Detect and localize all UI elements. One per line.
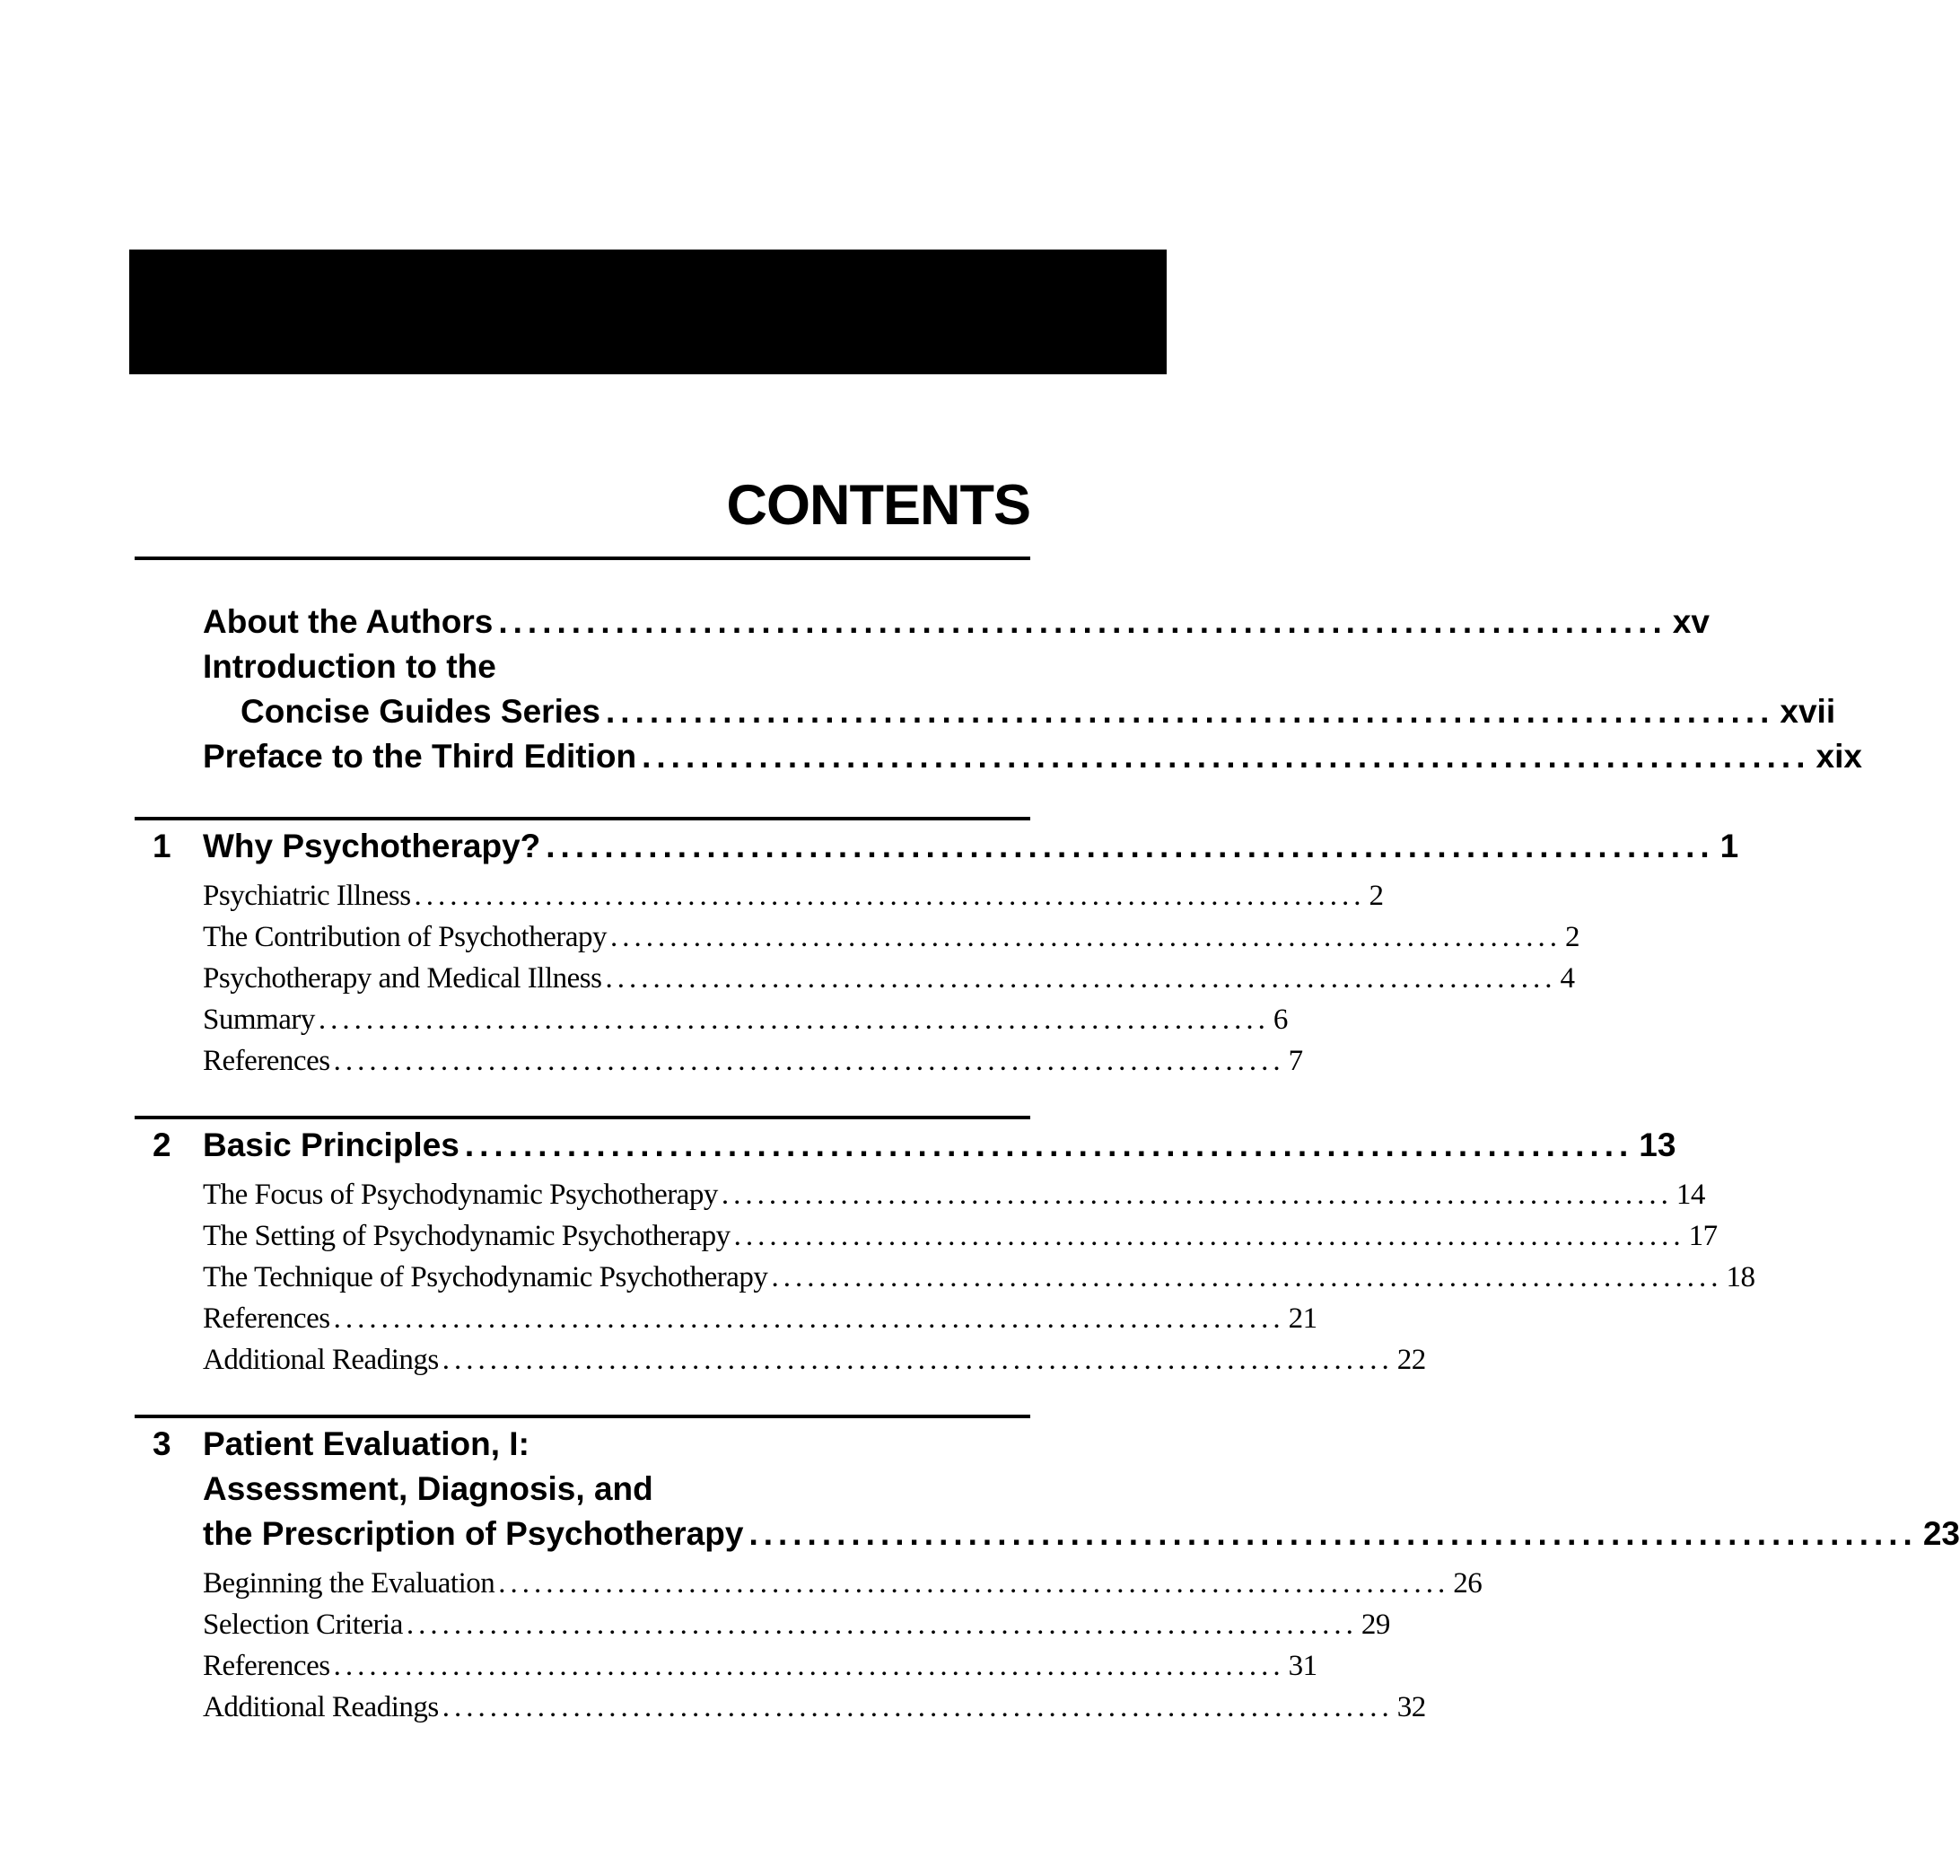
section-page: 29: [1361, 1609, 1390, 1641]
leader-dots: ................................................................................: [442, 1344, 1394, 1376]
section-title: Psychiatric Illness: [203, 880, 411, 912]
section-entry[interactable]: [203, 1650, 1317, 1683]
leader-dots: ................................................................................: [333, 1650, 1285, 1682]
chapter-page: 1: [1719, 828, 1739, 864]
section-page: 17: [1688, 1220, 1718, 1252]
title-rule: [135, 557, 1030, 560]
section-page: 14: [1676, 1179, 1705, 1211]
section-title: References: [203, 1045, 330, 1077]
chapter-title-line: Assessment, Diagnosis, and: [203, 1470, 653, 1507]
leader-dots: ................................................................................: [498, 1567, 1450, 1600]
section-page: 4: [1560, 962, 1575, 995]
section-entry[interactable]: [203, 962, 1575, 995]
section-entry[interactable]: [203, 1004, 1288, 1037]
section-title: The Technique of Psychodynamic Psychotherapy: [203, 1261, 768, 1293]
leader-dots: ................................................................................: [333, 1302, 1285, 1335]
chapter-rule: [135, 817, 1030, 820]
section-entry[interactable]: [203, 1344, 1426, 1377]
entry-title: Concise Guides Series: [241, 693, 601, 730]
section-page: 21: [1288, 1302, 1317, 1335]
section-entry[interactable]: [203, 1567, 1483, 1600]
section-page: 18: [1726, 1261, 1755, 1293]
chapter-rule: [135, 1116, 1030, 1119]
section-title: Summary: [203, 1004, 315, 1036]
chapter-number: 3: [153, 1425, 171, 1462]
leader-dots: ................................................................................: [642, 738, 1811, 775]
section-page: 7: [1288, 1045, 1303, 1077]
chapter-title-line: Patient Evaluation, I:: [203, 1425, 529, 1462]
section-title: The Focus of Psychodynamic Psychotherapy: [203, 1179, 718, 1211]
section-entry[interactable]: [203, 1302, 1317, 1336]
leader-dots: ................................................................................: [333, 1045, 1285, 1077]
chapter-rule: [135, 1415, 1030, 1418]
section-title: References: [203, 1302, 330, 1335]
section-page: 22: [1396, 1344, 1426, 1376]
chapter-number: 1: [153, 828, 171, 864]
section-page: 32: [1396, 1691, 1426, 1723]
section-title: Psychotherapy and Medical Illness: [203, 962, 602, 995]
section-page: 31: [1288, 1650, 1317, 1682]
section-title: Additional Readings: [203, 1691, 439, 1723]
section-title: Beginning the Evaluation: [203, 1567, 495, 1600]
chapter-page: 13: [1639, 1126, 1676, 1163]
leader-dots: ................................................................................: [406, 1609, 1358, 1641]
leader-dots: ................................................................................: [546, 828, 1715, 864]
entry-title-line: Introduction to the: [203, 648, 496, 685]
page-title: CONTENTS: [726, 474, 1030, 537]
entry-page: xv: [1672, 603, 1710, 640]
section-entry[interactable]: [203, 1609, 1390, 1642]
toc-entry[interactable]: [241, 693, 1836, 731]
chapter-entry[interactable]: [203, 828, 1739, 865]
entry-page: xvii: [1780, 693, 1836, 730]
header-black-bar: [129, 250, 1167, 374]
section-title: The Setting of Psychodynamic Psychotherapy: [203, 1220, 731, 1252]
toc-entry[interactable]: [203, 738, 1862, 776]
entry-title: Preface to the Third Edition: [203, 738, 637, 775]
chapter-title: Why Psychotherapy?: [203, 828, 541, 864]
entry-title: About the Authors: [203, 603, 494, 640]
chapter-number: 2: [153, 1126, 171, 1163]
section-page: 2: [1369, 880, 1384, 912]
leader-dots: ................................................................................: [498, 603, 1667, 640]
leader-dots: ................................................................................: [771, 1261, 1723, 1293]
section-entry[interactable]: [203, 880, 1384, 913]
section-page: 6: [1273, 1004, 1288, 1036]
entry-page: xix: [1816, 738, 1862, 775]
leader-dots: ................................................................................: [606, 693, 1775, 730]
section-entry[interactable]: [203, 1045, 1303, 1078]
leader-dots: ................................................................................: [318, 1004, 1270, 1036]
leader-dots: ................................................................................: [464, 1126, 1634, 1163]
chapter-entry[interactable]: [203, 1515, 1960, 1553]
chapter-title: the Prescription of Psychotherapy: [203, 1515, 744, 1552]
leader-dots: ................................................................................: [414, 880, 1366, 912]
leader-dots: ................................................................................: [721, 1179, 1673, 1211]
chapter-title: Basic Principles: [203, 1126, 459, 1163]
chapter-entry[interactable]: [203, 1126, 1676, 1164]
chapter-page: 23: [1922, 1515, 1960, 1552]
leader-dots: ................................................................................: [605, 962, 1557, 995]
leader-dots: ................................................................................: [442, 1691, 1394, 1723]
leader-dots: ................................................................................: [733, 1220, 1685, 1252]
section-entry[interactable]: [203, 1179, 1705, 1212]
section-entry[interactable]: [203, 1691, 1426, 1724]
section-title: The Contribution of Psychotherapy: [203, 921, 608, 953]
section-page: 2: [1565, 921, 1580, 953]
section-entry[interactable]: [203, 921, 1580, 954]
section-page: 26: [1453, 1567, 1483, 1600]
section-title: Selection Criteria: [203, 1609, 403, 1641]
toc-entry[interactable]: [203, 603, 1710, 641]
section-title: Additional Readings: [203, 1344, 439, 1376]
section-title: References: [203, 1650, 330, 1682]
section-entry[interactable]: [203, 1261, 1755, 1294]
section-entry[interactable]: [203, 1220, 1718, 1253]
leader-dots: ................................................................................: [610, 921, 1562, 953]
leader-dots: ................................................................................: [748, 1515, 1918, 1552]
